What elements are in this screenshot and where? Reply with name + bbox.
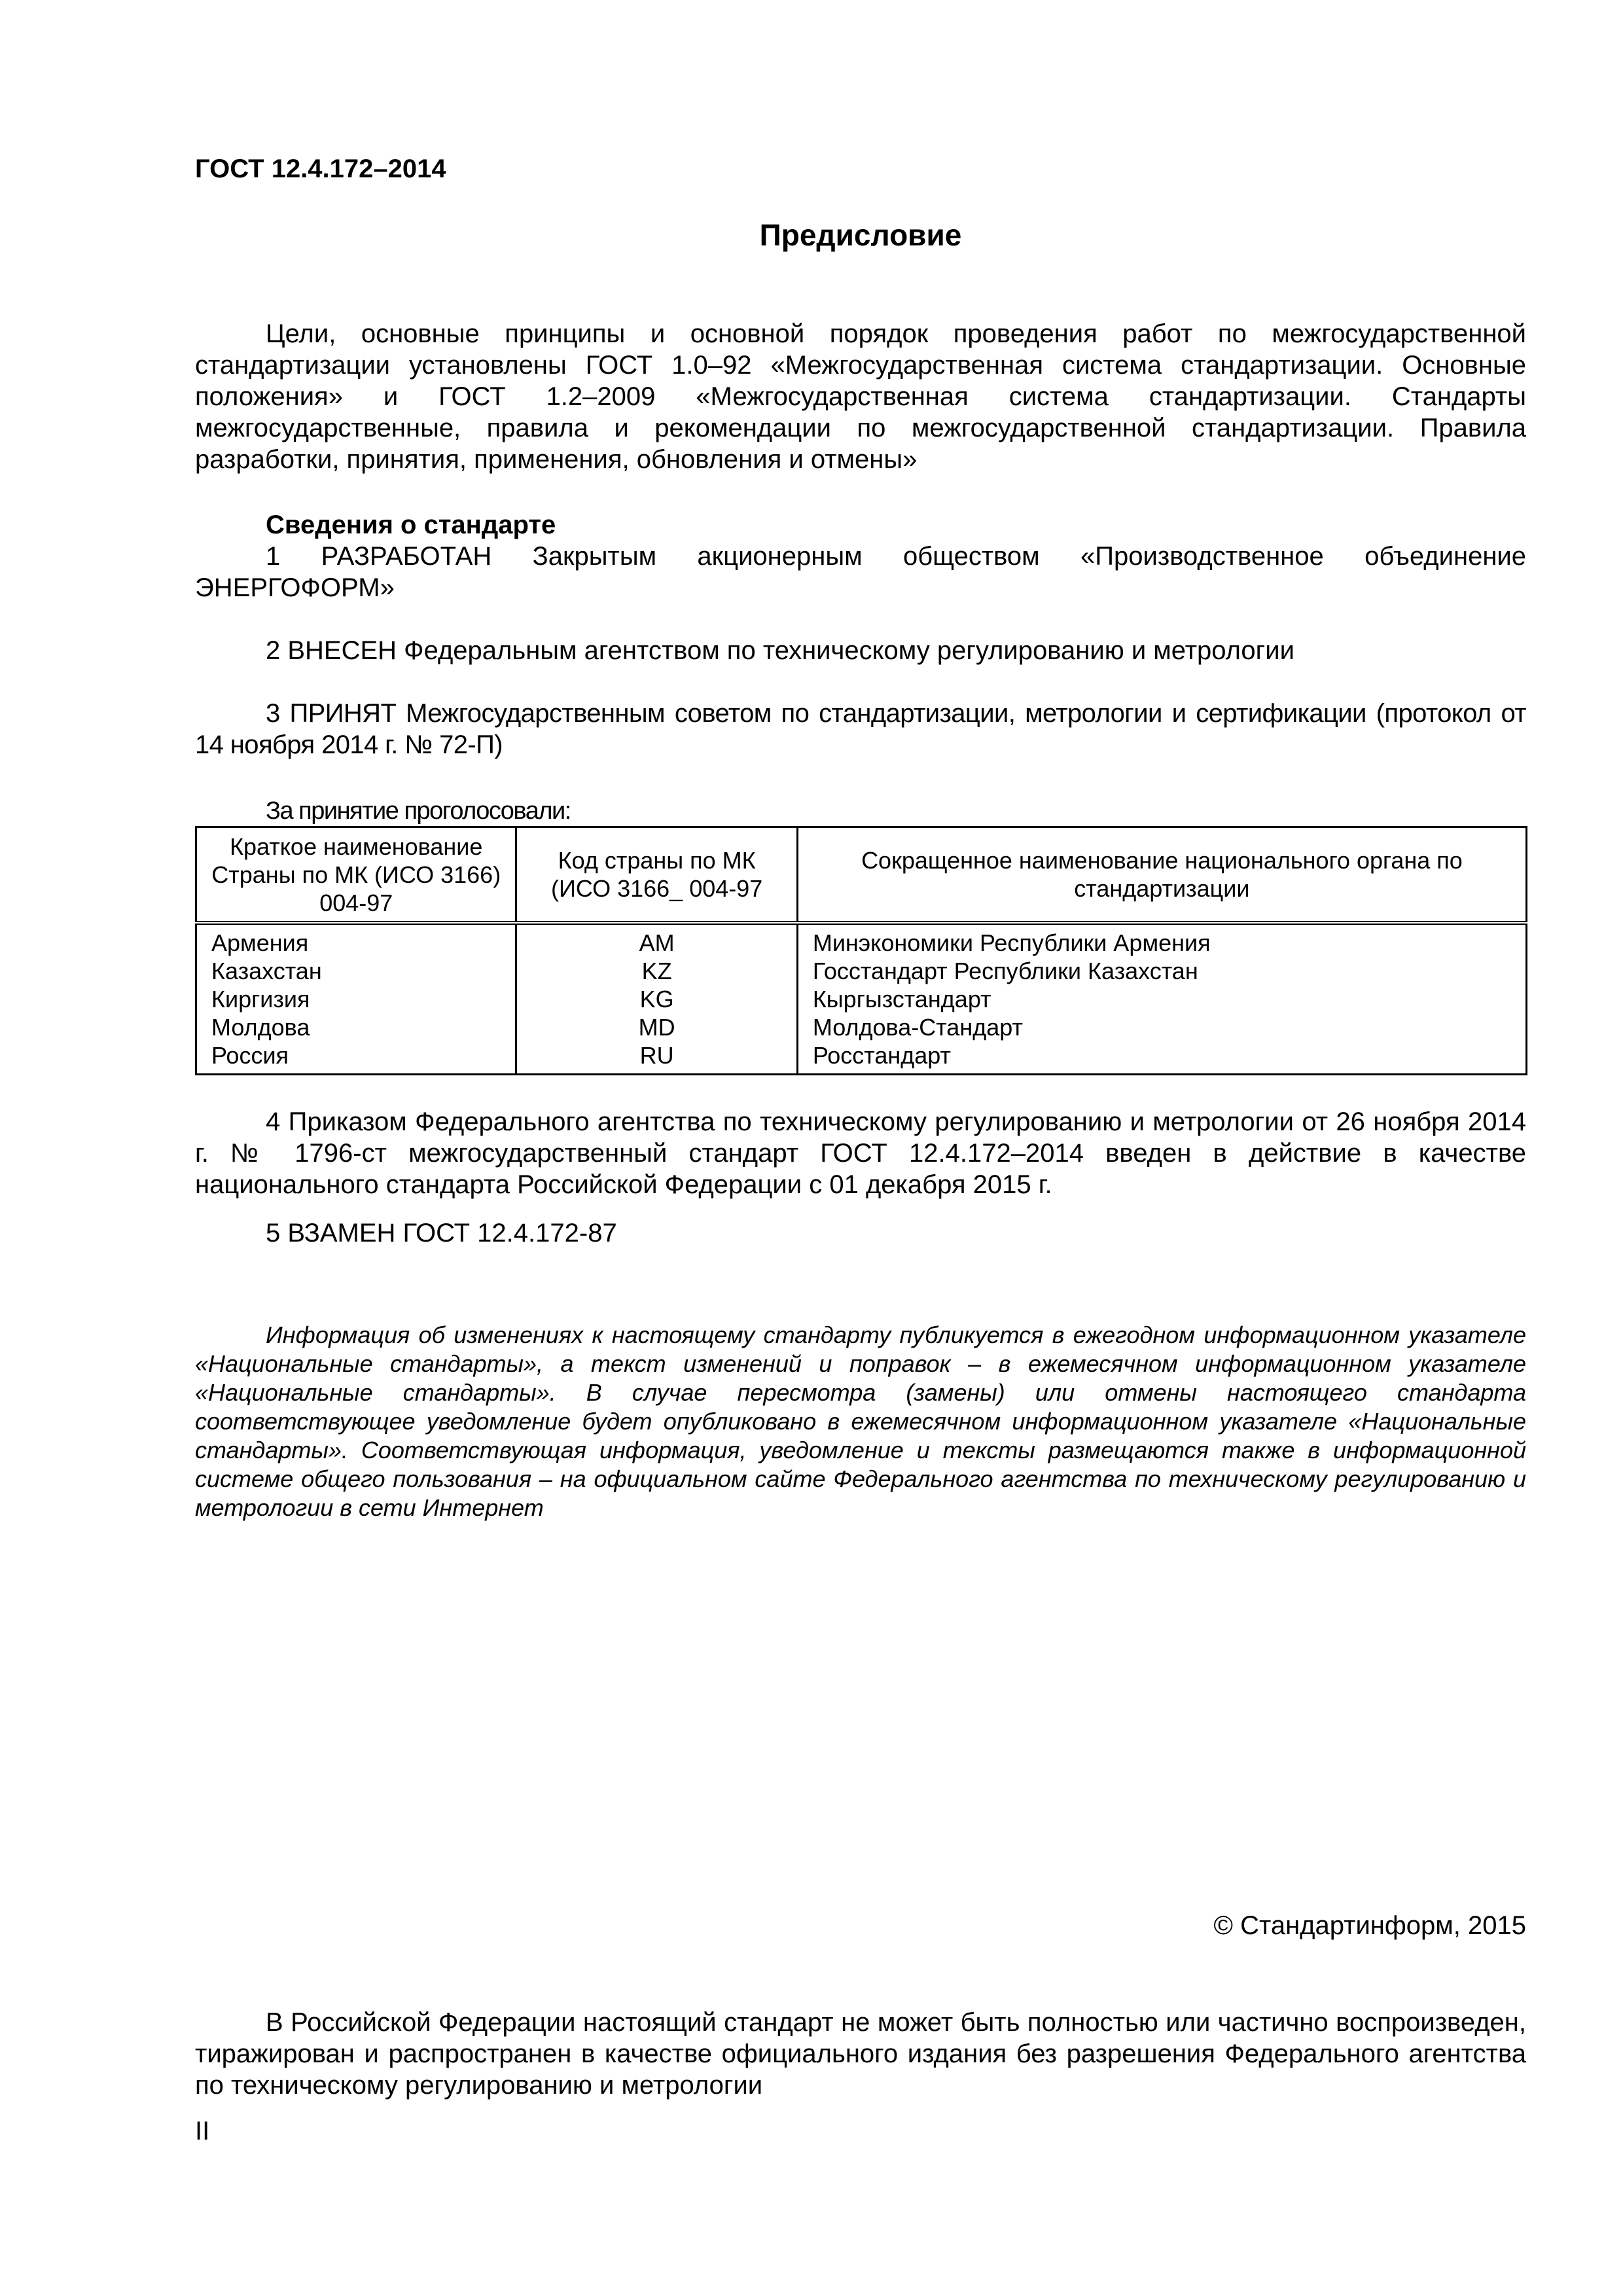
country-cell: Молдова xyxy=(196,1013,516,1041)
body-cell: Кыргызстандарт xyxy=(797,985,1526,1013)
country-cell: Россия xyxy=(196,1041,516,1075)
code-cell: MD xyxy=(516,1013,797,1041)
table-row xyxy=(196,985,1527,1013)
country-cell: Казахстан xyxy=(196,957,516,985)
body-cell: Минэкономики Республики Армения xyxy=(797,923,1526,957)
copyright: © Стандартинформ, 2015 xyxy=(1213,1911,1526,1940)
table-row xyxy=(196,1041,1527,1075)
item-replaces: 5 ВЗАМЕН ГОСТ 12.4.172-87 xyxy=(266,1219,617,1247)
code-cell: AM xyxy=(516,923,797,957)
table-row xyxy=(196,923,1527,957)
item-introduced: 2 ВНЕСЕН Федеральным агентством по техническому регулированию и метрологии xyxy=(266,636,1294,665)
vote-table xyxy=(195,826,1527,1075)
column-header-code: Код страны по МК (ИСО 3166_ 004-97 xyxy=(516,827,797,924)
page-title: Предисловие xyxy=(759,218,962,252)
column-header-country: Краткое наименование Страны по МК (ИСО 3166) 004-97 xyxy=(196,827,516,924)
body-cell: Молдова-Стандарт xyxy=(797,1013,1526,1041)
item-order: 4 Приказом Федерального агентства по техническому регулированию и метрологии от 26 ноября 2014 г. № 1796-ст межгосударственный стандарт ГОСТ 12.4.172–2014 введен в действие в качестве национального стандарта Российской Федерации с 01 декабря 2015 г. xyxy=(195,1107,1526,1199)
column-header-body: Сокращенное наименование национального органа по стандартизации xyxy=(797,827,1526,924)
table-row xyxy=(196,1013,1527,1041)
changes-notice: Информация об изменениях к настоящему стандарту публикуется в ежегодном информационном указателе «Национальные стандарты», а текст изменений и поправок – в ежемесячном информационном указателе «Национальные стандарты». В случае пересмотра (замены) или отмены настоящего стандарта соответствующее уведомление будет опубликовано в ежемесячном информационном указателе «Национальные стандарты». Соответствующая информация, уведомление и тексты размещаются также в информационной системе общего пользования – на официальном сайте Федерального агентства по техническому регулированию и метрологии в сети Интернет xyxy=(195,1321,1526,1521)
table-header-row xyxy=(196,827,1527,924)
item-developed: 1 РАЗРАБОТАН Закрытым акционерным обществом «Производственное объединение ЭНЕРГОФОРМ» xyxy=(195,542,1526,602)
country-cell: Киргизия xyxy=(196,985,516,1013)
body-cell: Росстандарт xyxy=(797,1041,1526,1075)
legal-notice: В Российской Федерации настоящий стандарт не может быть полностью или частично воспроизведен, тиражирован и распространен в качестве официального издания без разрешения Федерального агентства по техническому регулированию и метрологии xyxy=(195,2008,1526,2100)
code-cell: RU xyxy=(516,1041,797,1075)
code-cell: KG xyxy=(516,985,797,1013)
code-cell: KZ xyxy=(516,957,797,985)
body-cell: Госстандарт Республики Казахстан xyxy=(797,957,1526,985)
intro-paragraph: Цели, основные принципы и основной порядок проведения работ по межгосударственной стандартизации установлены ГОСТ 1.0–92 «Межгосударственная система стандартизации. Основные положения» и ГОСТ 1.2–2009 «Межгосударственная система стандартизации. Стандарты межгосударственные, правила и рекомендации по межгосударственной стандартизации. Правила разработки, принятия, применения, обновления и отмены» xyxy=(195,319,1526,474)
info-heading: Сведения о стандарте xyxy=(266,511,556,539)
vote-table-label: За принятие проголосовали: xyxy=(266,797,571,825)
item-adopted: 3 ПРИНЯТ Межгосударственным советом по стандартизации, метрологии и сертификации (протокол от 14 ноября 2014 г. № 72-П) xyxy=(195,699,1526,759)
document-page xyxy=(195,0,1526,2296)
table-row xyxy=(196,957,1527,985)
country-cell: Армения xyxy=(196,923,516,957)
page-number: II xyxy=(195,2117,210,2145)
standard-code: ГОСТ 12.4.172–2014 xyxy=(195,154,446,183)
